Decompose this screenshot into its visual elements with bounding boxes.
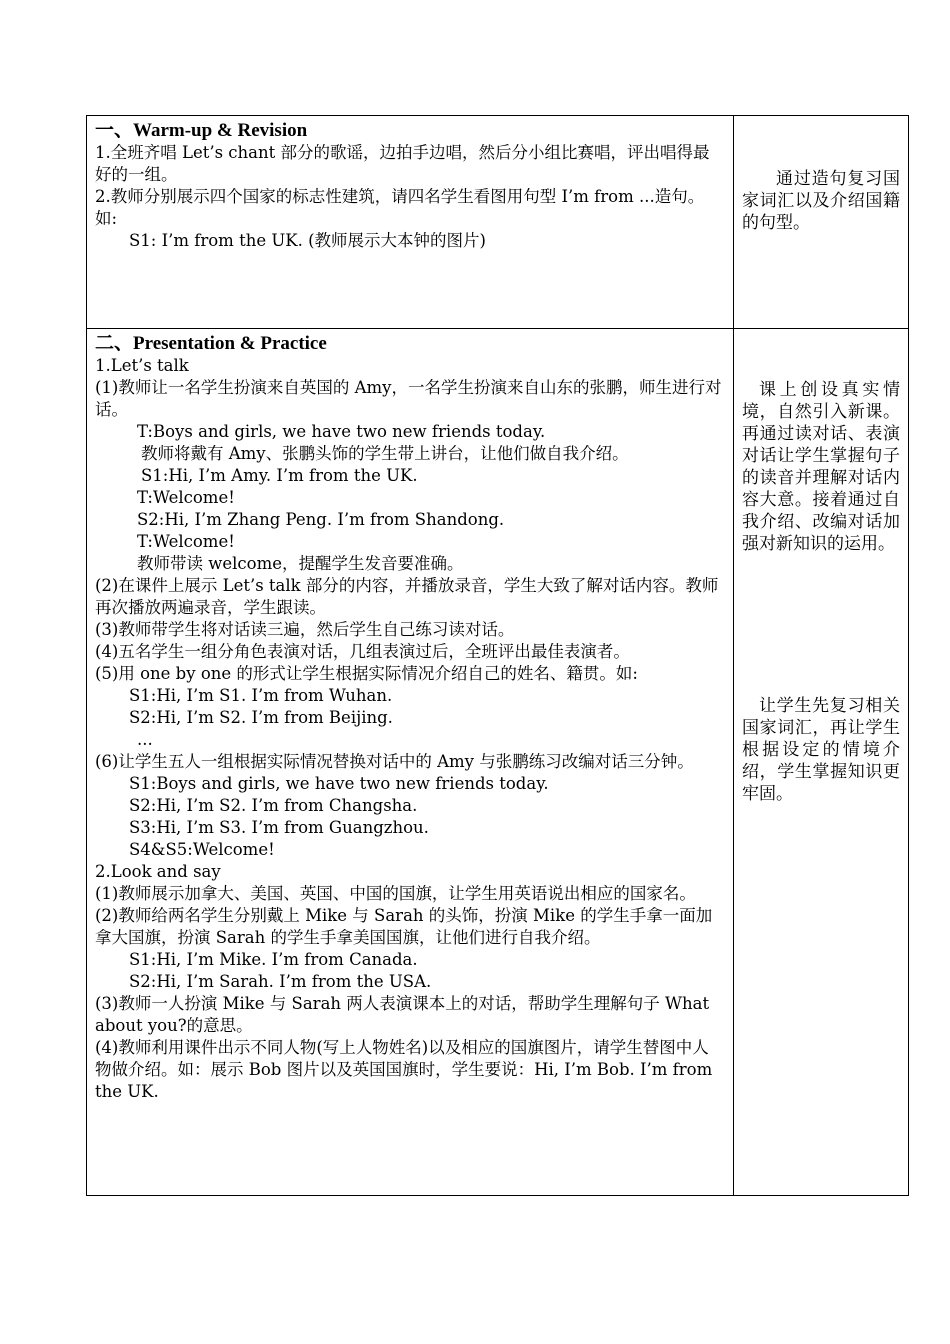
example-line: S2:Hi, I’m S2. I’m from Beijing.	[129, 708, 393, 727]
lesson-plan-table	[86, 115, 909, 1196]
dialog-line: S4&S5:Welcome!	[129, 840, 275, 859]
dialog-line: S2:Hi, I’m Zhang Peng. I’m from Shandong.	[137, 510, 505, 529]
example-ellipsis: ...	[137, 730, 153, 749]
lets-talk-step-6: (6)让学生五人一组根据实际情况替换对话中的 Amy 与张鹏练习改编对话三分钟。	[95, 752, 694, 771]
warmup-line-1: 1.全班齐唱 Let’s chant 部分的歌谣，边拍手边唱，然后分小组比赛唱，评出唱得最好的一组。	[95, 143, 710, 184]
look-and-say-step-2: (2)教师给两名学生分别戴上 Mike 与 Sarah 的头饰，扮演 Mike 的学生手拿一面加拿大国旗，扮演 Sarah 的学生手拿美国国旗，让他们进行自我介绍。	[95, 906, 713, 947]
look-and-say-step-3: (3)教师一人扮演 Mike 与 Sarah 两人表演课本上的对话，帮助学生理解句子 What about you?的意思。	[95, 994, 710, 1035]
dialog-line: T:Boys and girls, we have two new friends today.	[137, 422, 546, 441]
lets-talk-step-3: (3)教师带学生将对话读三遍，然后学生自己练习读对话。	[95, 620, 515, 639]
warmup-line-2: 2.教师分别展示四个国家的标志性建筑，请四名学生看图用句型 I’m from ...造句。如:	[95, 187, 705, 228]
warmup-content-cell	[87, 116, 734, 329]
section-title-presentation: 二、Presentation & Practice	[95, 333, 327, 354]
presentation-note-cell	[734, 329, 909, 1196]
dialog-line: 教师带读 welcome，提醒学生发音要准确。	[137, 554, 464, 573]
warmup-note-cell	[734, 116, 909, 329]
warmup-note: 通过造句复习国家词汇以及介绍国籍的句型。	[742, 169, 900, 233]
dialog-line: T:Welcome!	[137, 532, 235, 551]
dialog-line: S1:Hi, I’m Mike. I’m from Canada.	[129, 950, 418, 969]
dialog-line: S2:Hi, I’m Sarah. I’m from the USA.	[129, 972, 432, 991]
dialog-line: 教师将戴有 Amy、张鹏头饰的学生带上讲台，让他们做自我介绍。	[141, 444, 629, 463]
dialog-line: S1:Boys and girls, we have two new friends today.	[129, 774, 549, 793]
look-and-say-step-4: (4)教师利用课件出示不同人物(写上人物姓名)以及相应的国旗图片，请学生替图中人物做介绍。如：展示 Bob 图片以及英国国旗时，学生要说：Hi, I’m Bob. I’m from the UK.	[95, 1038, 713, 1101]
presentation-note-1: 课上创设真实情境，自然引入新课。再通过读对话、表演对话让学生掌握句子的读音并理解对话内容大意。接着通过自我介绍、改编对话加强对新知识的运用。	[742, 380, 900, 554]
look-and-say-heading: 2.Look and say	[95, 862, 221, 881]
warmup-example: S1: I’m from the UK. (教师展示大本钟的图片)	[129, 231, 486, 250]
dialog-line: S1:Hi, I’m Amy. I’m from the UK.	[141, 466, 418, 485]
dialog-line: S2:Hi, I’m S2. I’m from Changsha.	[129, 796, 418, 815]
dialog-line: T:Welcome!	[137, 488, 235, 507]
lets-talk-step-5: (5)用 one by one 的形式让学生根据实际情况介绍自己的姓名、籍贯。如:	[95, 664, 638, 683]
lets-talk-heading: 1.Let’s talk	[95, 356, 189, 375]
lets-talk-step-1: (1)教师让一名学生扮演来自英国的 Amy，一名学生扮演来自山东的张鹏，师生进行对话。	[95, 378, 722, 419]
look-and-say-step-1: (1)教师展示加拿大、美国、英国、中国的国旗，让学生用英语说出相应的国家名。	[95, 884, 696, 903]
table-row-warmup	[87, 116, 909, 329]
lets-talk-step-2: (2)在课件上展示 Let’s talk 部分的内容，并播放录音，学生大致了解对话内容。教师再次播放两遍录音，学生跟读。	[95, 576, 719, 617]
table-row-presentation	[87, 329, 909, 1196]
section-title-warmup: 一、Warm-up & Revision	[95, 120, 308, 141]
presentation-note-2: 让学生先复习相关国家词汇，再让学生根据设定的情境介绍，学生掌握知识更牢固。	[742, 696, 900, 804]
presentation-content-cell	[87, 329, 734, 1196]
example-line: S1:Hi, I’m S1. I’m from Wuhan.	[129, 686, 393, 705]
dialog-line: S3:Hi, I’m S3. I’m from Guangzhou.	[129, 818, 429, 837]
lets-talk-step-4: (4)五名学生一组分角色表演对话，几组表演过后，全班评出最佳表演者。	[95, 642, 630, 661]
